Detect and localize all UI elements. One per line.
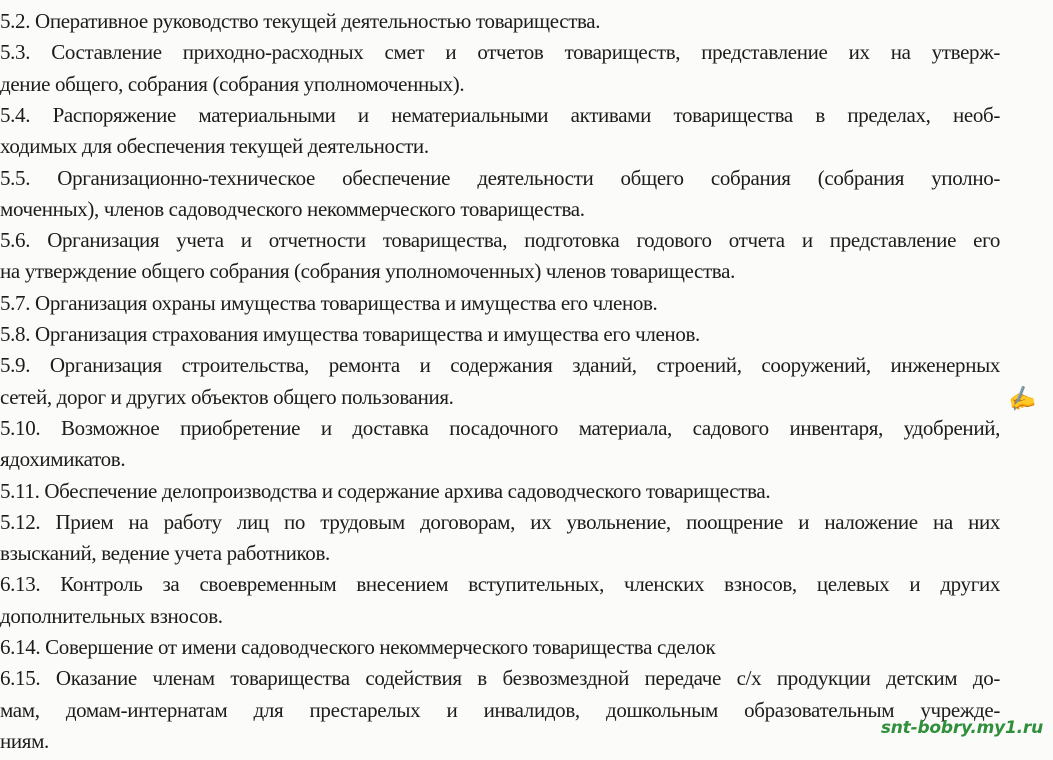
margin-pen-mark: ✍ <box>1005 382 1039 415</box>
document-line: ниям. <box>0 728 49 753</box>
document-line: мам, домам-интернатам для престарелых и инвалидов, дошкольным образовательным учрежде- <box>0 697 1000 722</box>
document-line: сетей, дорог и других объектов общего пользования. <box>0 384 454 409</box>
document-line: дение общего, собрания (собрания уполномоченных). <box>0 71 465 96</box>
document-line: 5.3. Составление приходно-расходных смет и отчетов товариществ, представление их на утверж- <box>0 40 1000 65</box>
document-line: дополнительных взносов. <box>0 603 223 628</box>
document-line: 5.7. Организация охраны имущества товарищества и имущества его членов. <box>0 290 658 315</box>
document-line: на утверждение общего собрания (собрания уполномоченных) членов товарищества. <box>0 259 735 284</box>
document-line: 5.2. Оперативное руководство текущей деятельностью товарищества. <box>0 9 601 33</box>
document-line: 5.8. Организация страхования имущества товарищества и имущества его членов. <box>0 322 700 346</box>
site-watermark: snt-bobry.my1.ru <box>880 718 1043 738</box>
document-line: 6.13. Контроль за своевременным внесением вступительных, членских взносов, целевых и других <box>0 572 1000 597</box>
document-line: ходимых для обеспечения текущей деятельности. <box>0 134 429 159</box>
document-line: взысканий, ведение учета работников. <box>0 541 330 566</box>
document-line: 5.6. Организация учета и отчетности товарищества, подготовка годового отчета и представление его <box>0 228 1000 253</box>
document-line: 5.11. Обеспечение делопроизводства и содержание архива садоводческого товарищества. <box>0 478 771 503</box>
document-line: 5.10. Возможное приобретение и доставка посадочного материала, садового инвентаря, удобрений, <box>0 415 1000 440</box>
document-line: 6.15. Оказание членам товарищества содействия в безвозмездной передаче с/х продукции детским до- <box>0 666 1000 691</box>
document-line: 5.4. Распоряжение материальными и нематериальными активами товарищества в пределах, необ- <box>0 102 1000 127</box>
document-line: 5.9. Организация строительства, ремонта и содержания зданий, строений, сооружений, инженерных <box>0 353 1000 378</box>
document-line: 5.12. Прием на работу лиц по трудовым договорам, их увольнение, поощрение и наложение на них <box>0 509 1000 534</box>
document-line: 6.14. Совершение от имени садоводческого некоммерческого товарищества сделок <box>0 635 716 659</box>
document-line: моченных), членов садоводческого некоммерческого товарищества. <box>0 196 585 221</box>
document-line: ядохимикатов. <box>0 447 126 472</box>
document-line: 5.5. Организационно-техническое обеспечение деятельности общего собрания (собрания уполно- <box>0 165 1000 190</box>
